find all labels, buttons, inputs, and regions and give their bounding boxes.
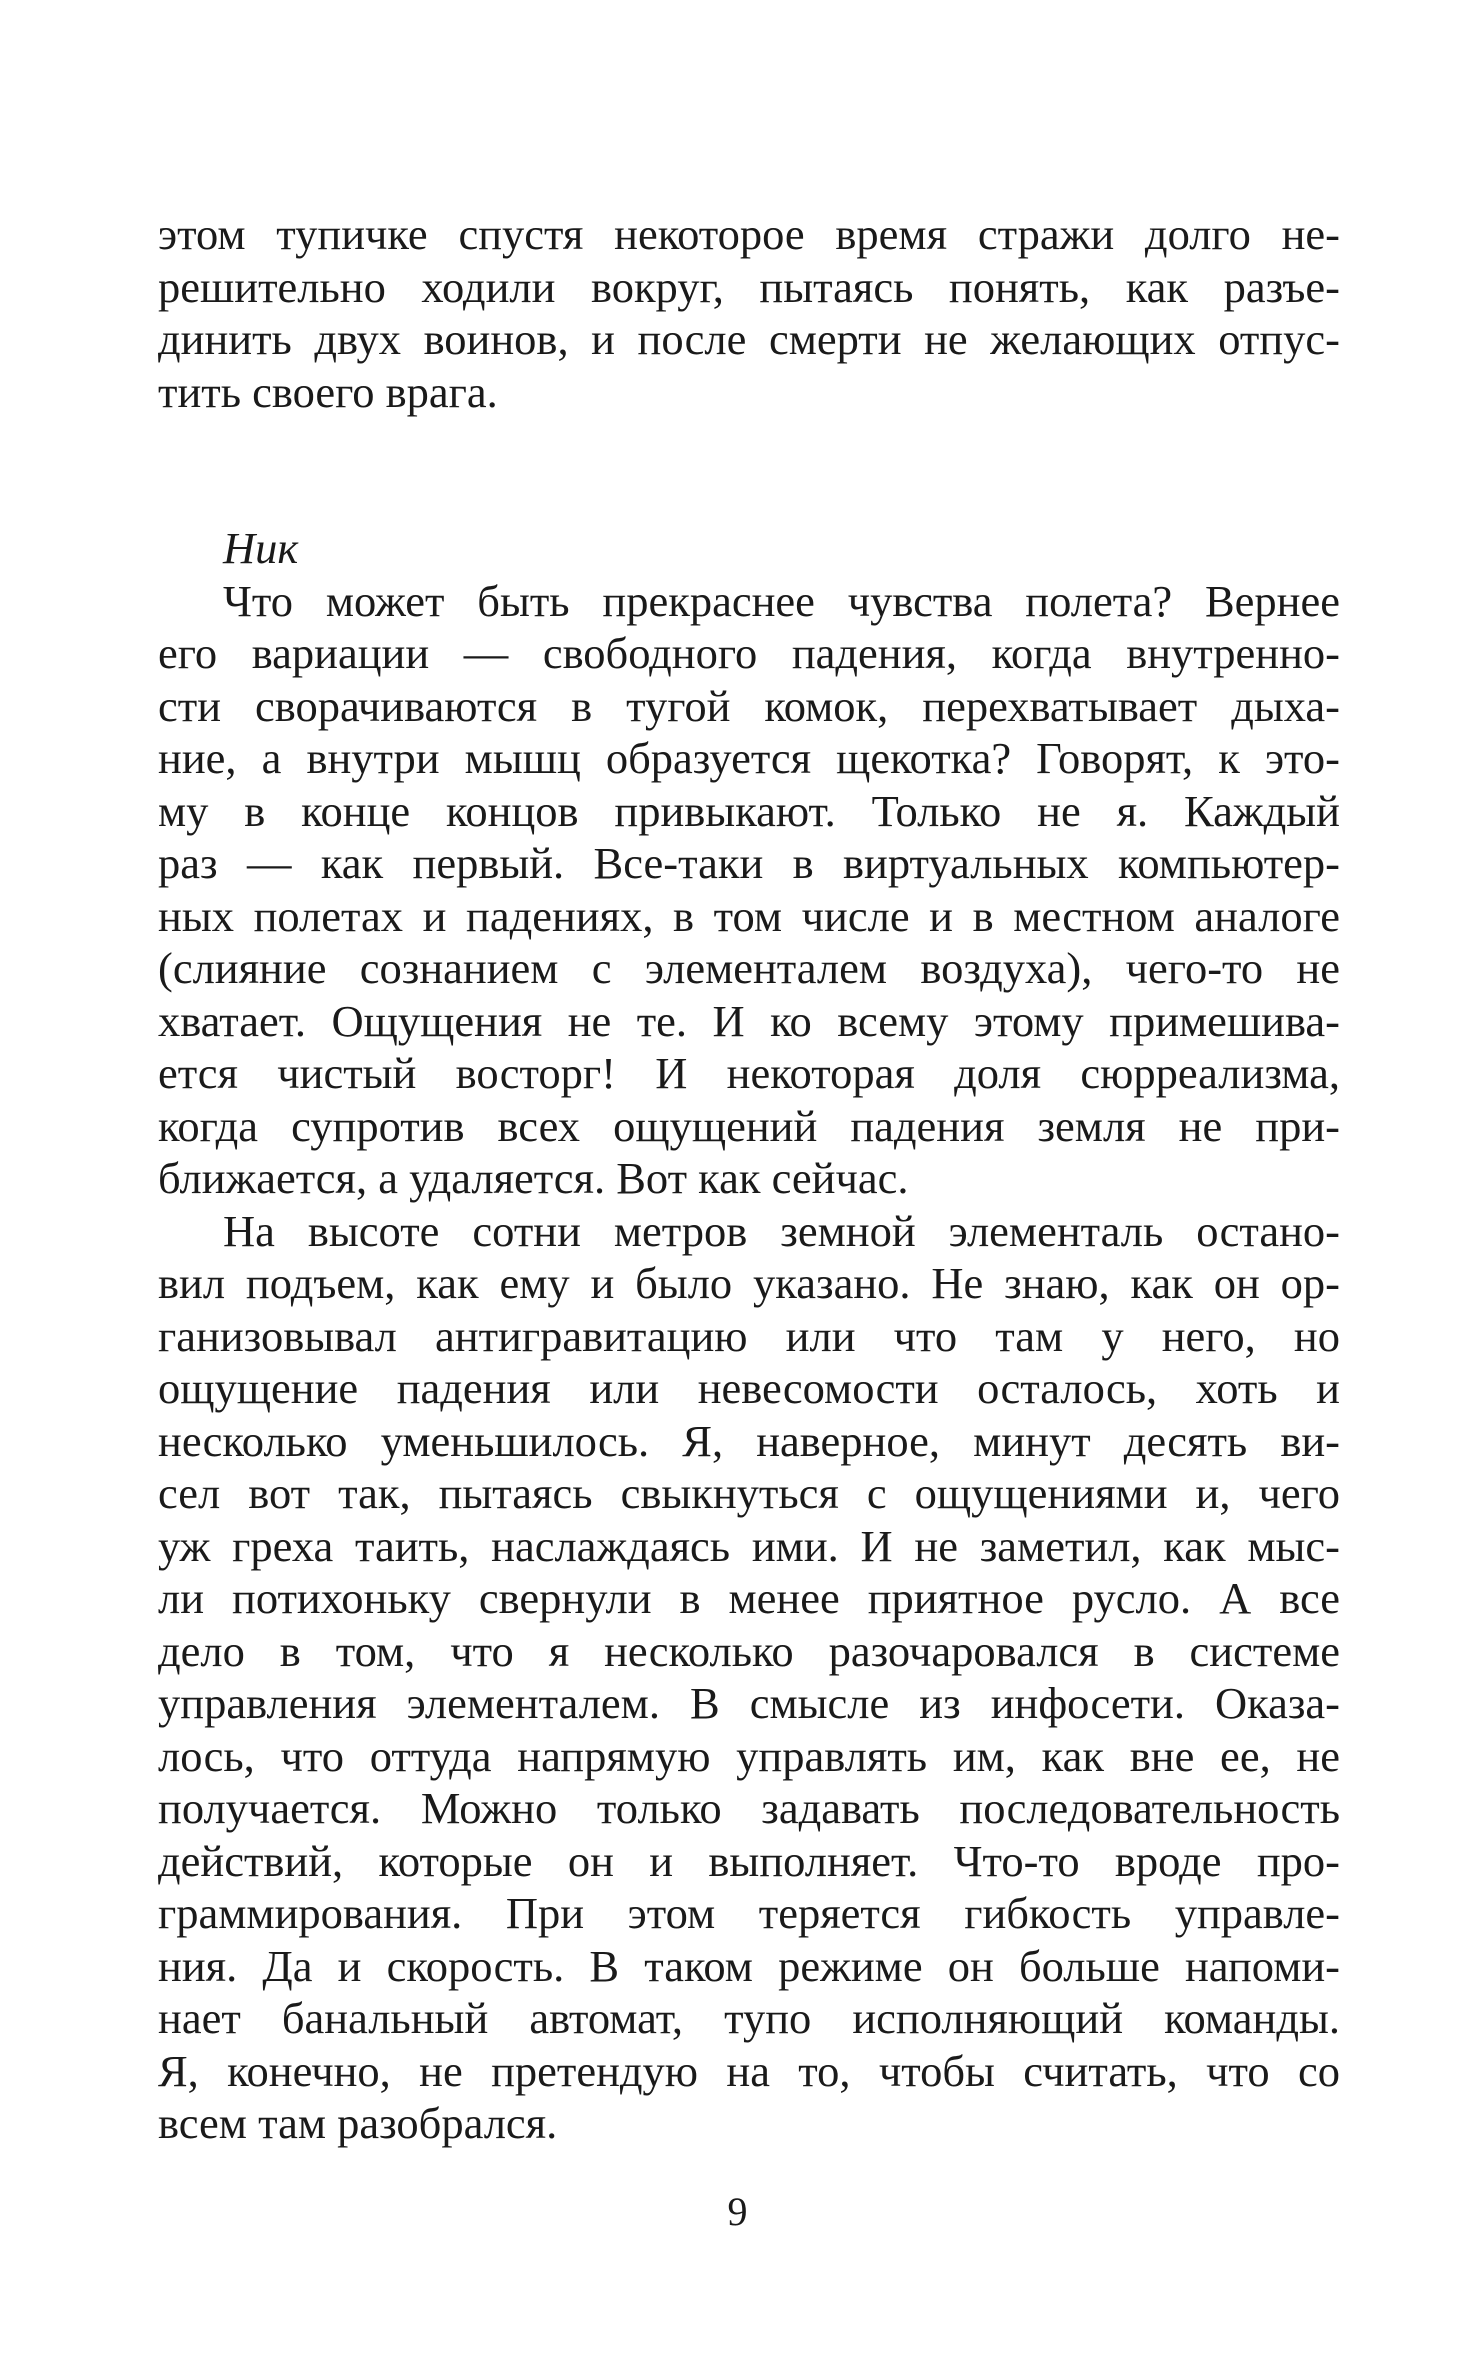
paragraph-2 [158, 1205, 1340, 2150]
section-heading: Ник [223, 523, 299, 573]
text-line: тить своего врага. [158, 366, 498, 417]
text-line: граммирования. При этом теряется гибкость управле- [158, 1888, 1340, 1938]
text-line: ганизовывал антигравитацию или что там у него, но [158, 1310, 1340, 1361]
text-line: уж греха таить, наслаждаясь ими. И не заметил, как мыс- [158, 1520, 1340, 1571]
text-line: му в конце концов привыкают. Только не я. Каждый [158, 785, 1340, 836]
text-line: ли потихоньку свернули в менее приятное русло. А все [158, 1573, 1340, 1623]
text-line: всем там разобрался. [158, 2098, 558, 2148]
text-line: решительно ходили вокруг, пытаясь понять, как разъе- [158, 261, 1340, 312]
text-line: динить двух воинов, и после смерти не желающих отпус- [158, 314, 1340, 364]
text-line: вил подъем, как ему и было указано. Не знаю, как он ор- [158, 1258, 1340, 1308]
text-line: нает банальный автомат, тупо исполняющий команды. [158, 1993, 1340, 2043]
text-line: Что может быть прекраснее чувства полета? Вернее [223, 575, 1340, 626]
text-line: ближается, а удаляется. Вот как сейчас. [158, 1153, 909, 1203]
text-line: его вариации — свободного падения, когда внутренно- [158, 628, 1340, 678]
section-gap [158, 418, 1340, 522]
text-line: ется чистый восторг! И некоторая доля сюрреализма, [158, 1048, 1340, 1098]
text-line: несколько уменьшилось. Я, наверное, минут десять ви- [158, 1415, 1340, 1466]
text-line: раз — как первый. Все-таки в виртуальных компьютер- [158, 838, 1340, 888]
text-line: дело в том, что я несколько разочаровался в системе [158, 1625, 1340, 1676]
text-line: ных полетах и падениях, в том числе и в местном аналоге [158, 890, 1340, 941]
text-line: этом тупичке спустя некоторое время стражи долго не- [158, 209, 1340, 259]
text-line: ние, а внутри мышц образуется щекотка? Говорят, к это- [158, 733, 1340, 783]
text-line: лось, что оттуда напрямую управлять им, как вне ее, не [158, 1730, 1340, 1781]
page-body [158, 208, 1340, 2150]
text-line: ния. Да и скорость. В таком режиме он больше напоми- [158, 1940, 1340, 1991]
intro-paragraph [158, 208, 1340, 418]
text-line: ощущение падения или невесомости осталось, хоть и [158, 1363, 1340, 1413]
text-line: когда супротив всех ощущений падения земля не при- [158, 1100, 1340, 1151]
page-number: 9 [727, 2189, 748, 2234]
text-line: (слияние сознанием с элементалем воздуха), чего-то не [158, 943, 1340, 993]
text-line: хватает. Ощущения не те. И ко всему этому примешива- [158, 995, 1340, 1046]
text-line: сел вот так, пытаясь свыкнуться с ощущениями и, чего [158, 1468, 1340, 1518]
text-line: действий, которые он и выполняет. Что-то вроде про- [158, 1835, 1340, 1886]
text-line: сти сворачиваются в тугой комок, перехватывает дыха- [158, 680, 1340, 731]
paragraph-1 [158, 575, 1340, 1205]
text-line: управления элементалем. В смысле из инфосети. Оказа- [158, 1678, 1340, 1728]
text-line: Я, конечно, не претендую на то, чтобы считать, что со [158, 2045, 1340, 2096]
text-line: На высоте сотни метров земной элементаль остано- [223, 1205, 1340, 1256]
text-line: получается. Можно только задавать последовательность [158, 1783, 1340, 1833]
